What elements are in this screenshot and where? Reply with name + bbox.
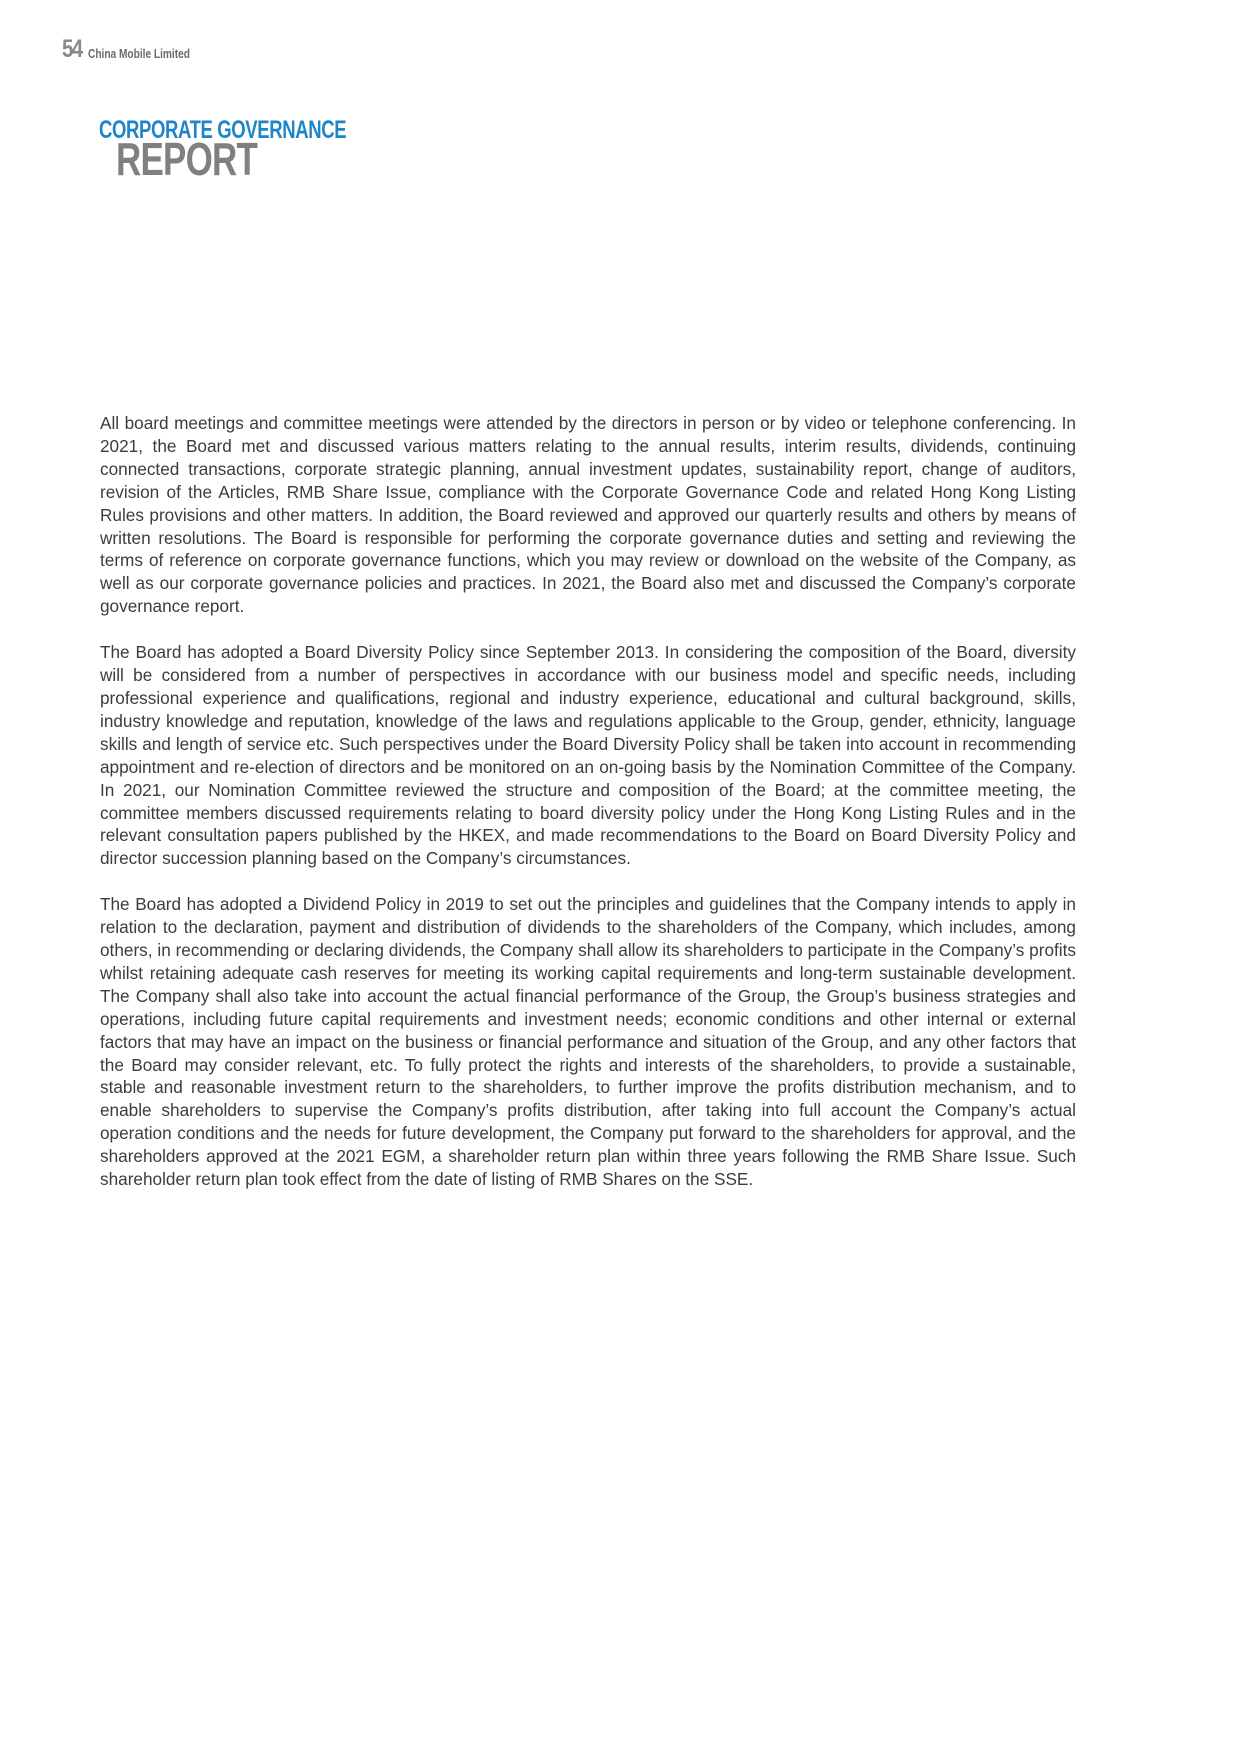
page-number: 54 bbox=[62, 35, 82, 63]
section-title-line2: REPORT bbox=[116, 133, 258, 185]
page-header bbox=[62, 34, 219, 62]
section-title-line1: CORPORATE GOVERNANCE bbox=[99, 116, 347, 144]
paragraph-dividend-policy: The Board has adopted a Dividend Policy in 2019 to set out the principles and guidelines that the Company intends to apply in relation to the declaration, payment and distribution of dividends to the shareholders of the Company, which includes, among others, in recommending or declaring dividends, the Company shall allow its shareholders to participate in the Company’s profits whilst retaining adequate cash reserves for meeting its working capital requirements and long-term sustainable development. The Company shall also take into account the actual financial performance of the Group, the Group’s business strategies and operations, including future capital requirements and investment needs; economic conditions and other internal or external factors that may have an impact on the business or financial performance and situation of the Group, and any other factors that the Board may consider relevant, etc. To fully protect the rights and interests of the shareholders, to provide a sustainable, stable and reasonable investment return to the shareholders, to further improve the profits distribution mechanism, and to enable shareholders to supervise the Company’s profits distribution, after taking into full account the Company’s actual operation conditions and the needs for future development, the Company put forward to the shareholders for approval, and the shareholders approved at the 2021 EGM, a shareholder return plan within three years following the RMB Share Issue. Such shareholder return plan took effect from the date of listing of RMB Shares on the SSE. bbox=[100, 894, 1076, 1190]
section-title bbox=[99, 116, 433, 185]
paragraph-board-meetings: All board meetings and committee meetings were attended by the directors in person or by video or telephone conferencing. In 2021, the Board met and discussed various matters relating to the annual results, interim results, dividends, continuing connected transactions, corporate strategic planning, annual investment updates, sustainability report, change of auditors, revision of the Articles, RMB Share Issue, compliance with the Corporate Governance Code and related Hong Kong Listing Rules provisions and other matters. In addition, the Board reviewed and approved our quarterly results and others by means of written resolutions. The Board is responsible for performing the corporate governance duties and setting and reviewing the terms of reference on corporate governance functions, which you may review or download on the website of the Company, as well as our corporate governance policies and practices. In 2021, the Board also met and discussed the Company’s corporate governance report. bbox=[100, 413, 1076, 617]
paragraph-board-diversity: The Board has adopted a Board Diversity Policy since September 2013. In considering the composition of the Board, diversity will be considered from a number of perspectives in accordance with our business model and specific needs, including professional experience and qualifications, regional and industry experience, educational and cultural background, skills, industry knowledge and reputation, knowledge of the laws and regulations applicable to the Group, gender, ethnicity, language skills and length of service etc. Such perspectives under the Board Diversity Policy shall be taken into account in recommending appointment and re-election of directors and be monitored on an on-going basis by the Nomination Committee of the Company. In 2021, our Nomination Committee reviewed the structure and composition of the Board; at the committee meeting, the committee members discussed requirements relating to board diversity policy under the Hong Kong Listing Rules and in the relevant consultation papers published by the HKEX, and made recommendations to the Board on Board Diversity Policy and director succession planning based on the Company’s circumstances. bbox=[100, 642, 1076, 869]
company-name: China Mobile Limited bbox=[87, 46, 190, 61]
body-text bbox=[100, 412, 1076, 1214]
